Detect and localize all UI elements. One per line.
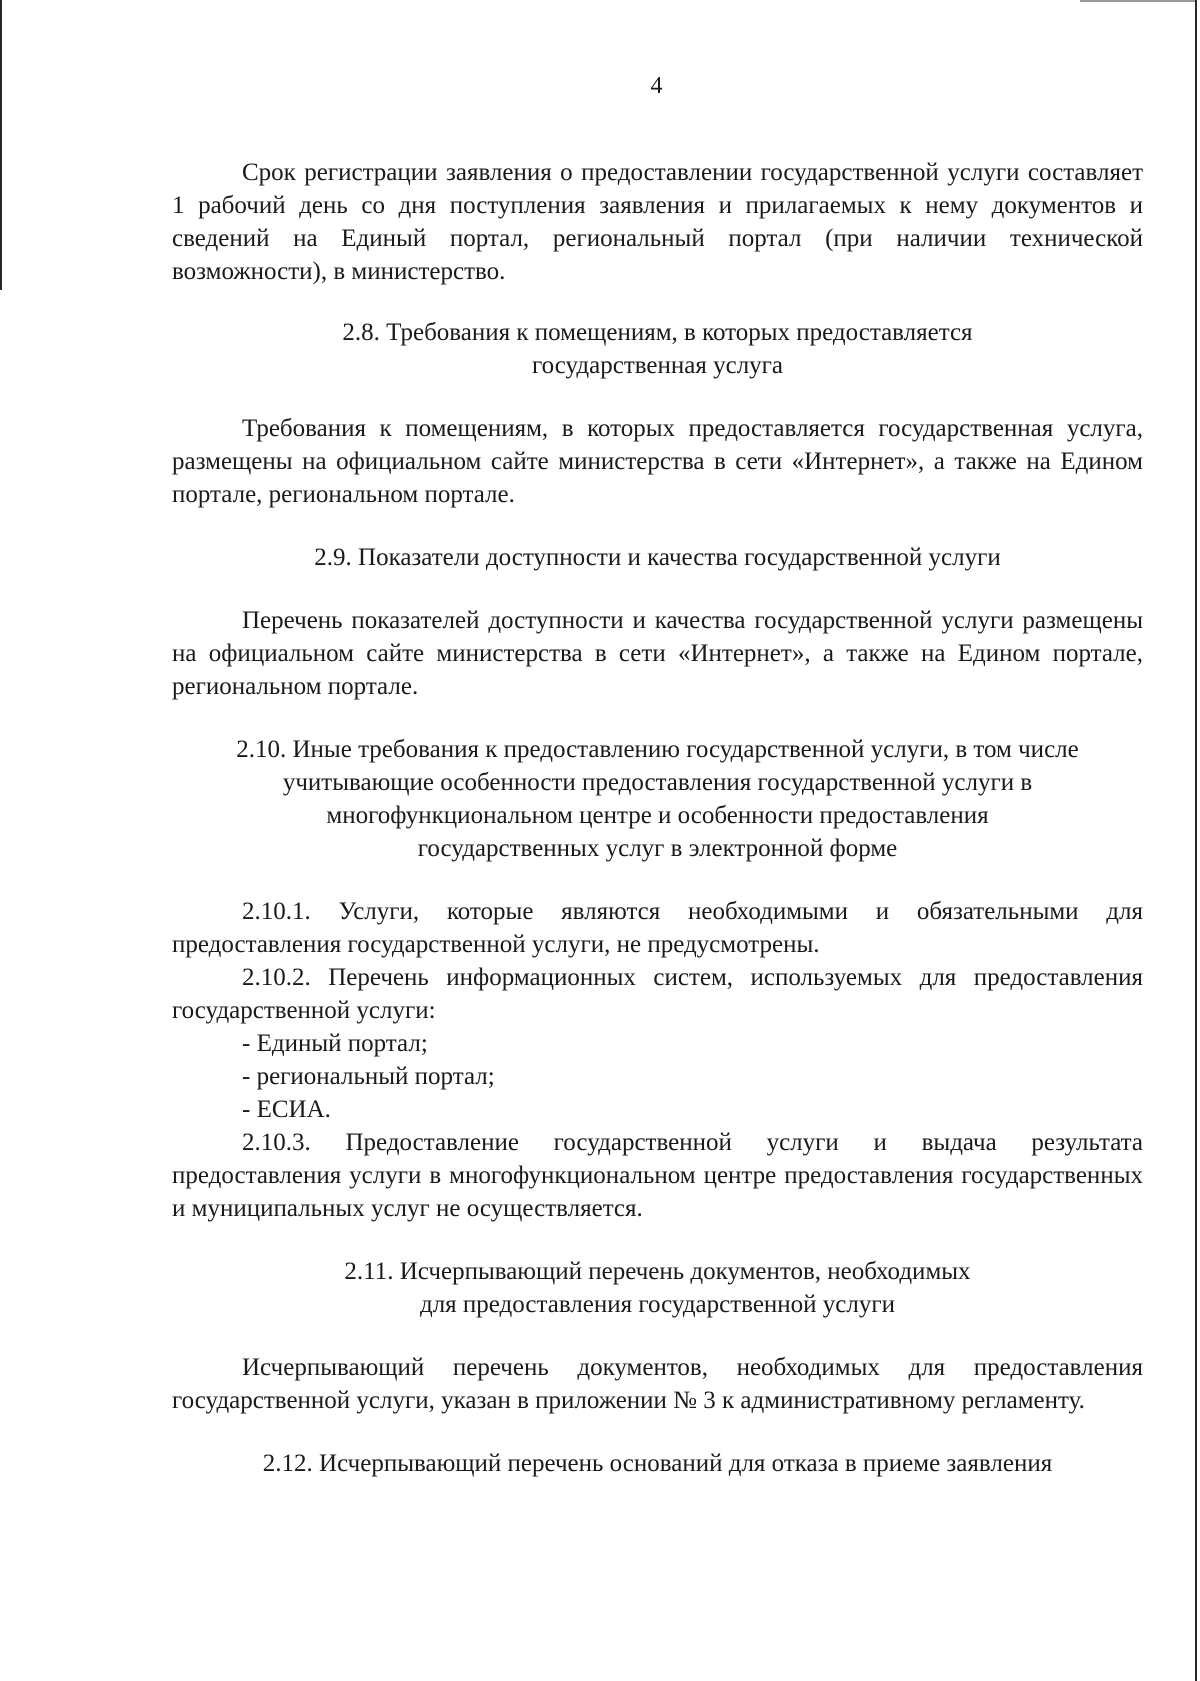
paragraph-2-10-2: 2.10.2. Перечень информационных систем, используемых для предоставления государственной услуги: <box>172 964 1143 1024</box>
heading-2-10-line-4: государственных услуг в электронной форме <box>417 835 898 862</box>
paragraph-2-10-3: 2.10.3. Предоставление государственной услуги и выдача результата предоставления услуги в многофункциональном центре предоставления государственных и муниципальных услуг не осуществляется. <box>172 1129 1143 1222</box>
list-item: - Единый портал; <box>242 1030 428 1057</box>
scan-edge-top <box>1080 0 1195 2</box>
heading-2-11-line-2: для предоставления государственной услуги <box>419 1291 896 1318</box>
list-item: - ЕСИА. <box>242 1096 331 1123</box>
paragraph-availability-indicators: Перечень показателей доступности и качества государственной услуги размещены на официальном сайте министерства в сети «Интернет», а также на Едином портале, региональном портале. <box>172 607 1143 700</box>
paragraph-registration-term: Срок регистрации заявления о предоставлении государственной услуги составляет 1 рабочий день со дня поступления заявления и прилагаемых к нему документов и сведений на Единый портал, региональный портал (при наличии технической возможности), в министерство. <box>172 159 1143 285</box>
scan-edge-right <box>1195 0 1197 1681</box>
heading-2-10-line-1: 2.10. Иные требования к предоставлению государственной услуги, в том числе <box>236 736 1079 763</box>
heading-2-12: 2.12. Исчерпывающий перечень оснований для отказа в приеме заявления <box>262 1450 1053 1477</box>
heading-2-10-line-2: учитывающие особенности предоставления государственной услуги в <box>282 769 1033 796</box>
document-body <box>172 156 1143 1480</box>
page-number: 4 <box>650 73 663 99</box>
paragraph-premises-requirements: Требования к помещениям, в которых предоставляется государственная услуга, размещены на официальном сайте министерства в сети «Интернет», а также на Едином портале, региональном портале. <box>172 415 1143 508</box>
paragraph-2-10-1: 2.10.1. Услуги, которые являются необходимыми и обязательными для предоставления государственной услуги, не предусмотрены. <box>172 898 1143 958</box>
paragraph-documents-list: Исчерпывающий перечень документов, необходимых для предоставления государственной услуги, указан в приложении № 3 к административному регламенту. <box>172 1354 1143 1414</box>
list-item: - региональный портал; <box>242 1063 495 1090</box>
heading-2-8-line-2: государственная услуга <box>531 352 784 379</box>
heading-2-10-line-3: многофункциональном центре и особенности предоставления <box>326 802 989 829</box>
heading-2-11-line-1: 2.11. Исчерпывающий перечень документов, необходимых <box>344 1258 971 1285</box>
heading-2-8-line-1: 2.8. Требования к помещениям, в которых предоставляется <box>342 319 973 346</box>
scan-edge-left <box>0 0 2 290</box>
heading-2-9: 2.9. Показатели доступности и качества государственной услуги <box>314 544 1001 571</box>
